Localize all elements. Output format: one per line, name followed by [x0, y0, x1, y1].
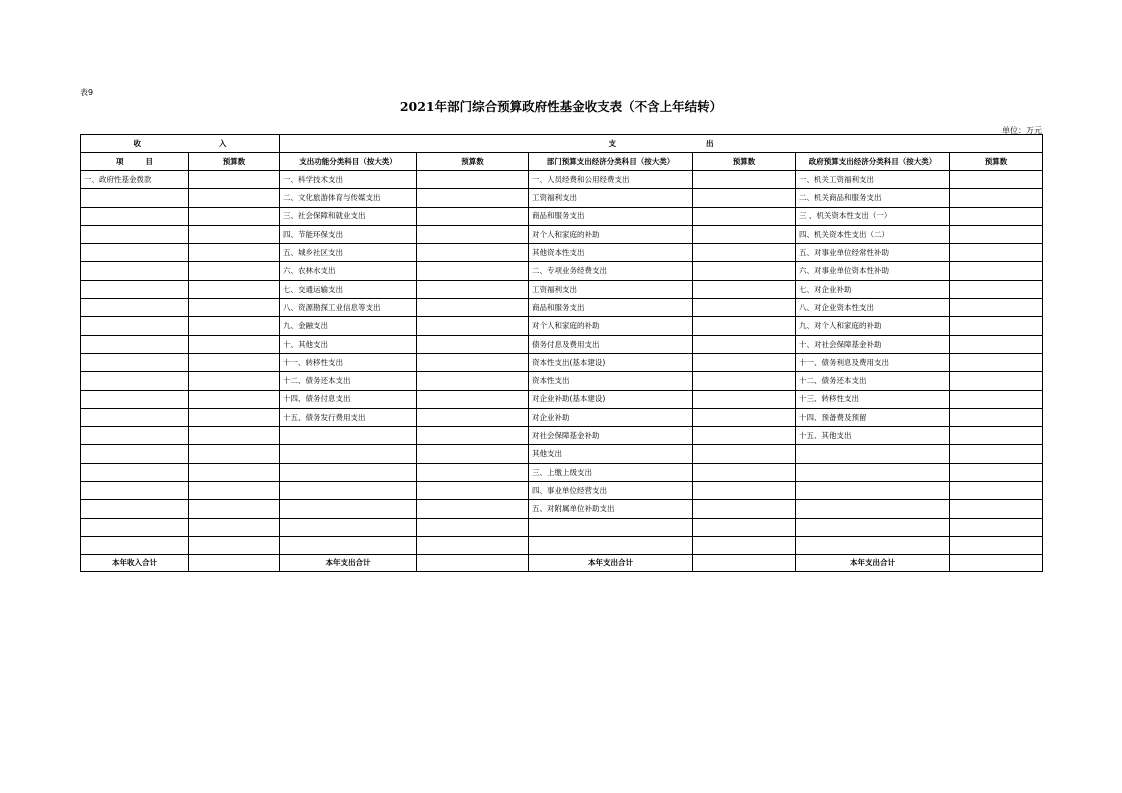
dept-item-cell: 其他资本性支出 — [529, 244, 693, 262]
dept-item-cell: 一、人员经费和公用经费支出 — [529, 171, 693, 189]
gov-item-cell — [796, 463, 950, 481]
gov-budget-cell — [950, 518, 1043, 536]
func-item-cell: 二、文化旅游体育与传媒支出 — [280, 189, 417, 207]
func-budget-cell — [417, 207, 529, 225]
func-budget-cell — [417, 463, 529, 481]
income-total-label: 本年收入合计 — [81, 555, 189, 572]
dept-item-cell: 债务付息及费用支出 — [529, 335, 693, 353]
dept-budget-header: 预算数 — [693, 153, 796, 171]
func-budget-cell — [417, 536, 529, 554]
income-item-cell — [81, 353, 189, 371]
income-budget-cell — [189, 317, 280, 335]
func-budget-cell — [417, 262, 529, 280]
income-item-cell — [81, 299, 189, 317]
income-item-cell — [81, 335, 189, 353]
func-item-cell — [280, 518, 417, 536]
func-item-cell: 三、社会保障和就业支出 — [280, 207, 417, 225]
gov-item-cell: 九、对个人和家庭的补助 — [796, 317, 950, 335]
gov-budget-cell — [950, 536, 1043, 554]
income-budget-cell — [189, 408, 280, 426]
gov-budget-cell — [950, 335, 1043, 353]
table-row — [81, 317, 1043, 335]
func-total-value — [417, 555, 529, 572]
unit-label: 单位：万元 — [1002, 126, 1042, 135]
income-budget-cell — [189, 445, 280, 463]
gov-budget-cell — [950, 427, 1043, 445]
dept-item-cell: 工资福利支出 — [529, 280, 693, 298]
dept-budget-cell — [693, 262, 796, 280]
table-row — [81, 207, 1043, 225]
func-item-cell — [280, 500, 417, 518]
income-budget-cell — [189, 299, 280, 317]
table-row — [81, 262, 1043, 280]
income-item-cell — [81, 482, 189, 500]
func-budget-cell — [417, 280, 529, 298]
totals-row — [81, 555, 1043, 572]
gov-item-cell: 七、对企业补助 — [796, 280, 950, 298]
gov-item-cell — [796, 536, 950, 554]
gov-item-cell — [796, 482, 950, 500]
income-item-cell — [81, 427, 189, 445]
table-number: 表9 — [80, 88, 94, 97]
gov-item-cell: 五、对事业单位经常性补助 — [796, 244, 950, 262]
table-row — [81, 189, 1043, 207]
table-row — [81, 335, 1043, 353]
income-item-cell — [81, 372, 189, 390]
func-item-cell: 五、城乡社区支出 — [280, 244, 417, 262]
gov-budget-cell — [950, 445, 1043, 463]
dept-item-cell — [529, 518, 693, 536]
func-budget-cell — [417, 518, 529, 536]
income-section-header: 收 入 — [81, 135, 280, 153]
func-budget-cell — [417, 353, 529, 371]
income-item-cell — [81, 189, 189, 207]
gov-total-label: 本年支出合计 — [796, 555, 950, 572]
income-item-cell — [81, 262, 189, 280]
func-budget-cell — [417, 482, 529, 500]
gov-item-cell: 三 、机关资本性支出（一） — [796, 207, 950, 225]
gov-budget-cell — [950, 372, 1043, 390]
expense-section-header: 支 出 — [280, 135, 1043, 153]
table-row — [81, 500, 1043, 518]
dept-item-cell: 五、对附属单位补助支出 — [529, 500, 693, 518]
income-item-cell — [81, 207, 189, 225]
dept-budget-cell — [693, 408, 796, 426]
table-row — [81, 244, 1043, 262]
gov-item-cell: 二、机关商品和服务支出 — [796, 189, 950, 207]
gov-item-cell: 十一、债务利息及费用支出 — [796, 353, 950, 371]
func-item-cell — [280, 445, 417, 463]
dept-budget-cell — [693, 280, 796, 298]
dept-budget-cell — [693, 244, 796, 262]
func-budget-cell — [417, 171, 529, 189]
gov-econ-header: 政府预算支出经济分类科目（按大类） — [796, 153, 950, 171]
func-budget-cell — [417, 500, 529, 518]
gov-item-cell: 十三、转移性支出 — [796, 390, 950, 408]
gov-item-cell — [796, 445, 950, 463]
func-item-cell: 十四、债务付息支出 — [280, 390, 417, 408]
func-item-cell: 十二、债务还本支出 — [280, 372, 417, 390]
section-header-row — [81, 135, 1043, 153]
dept-item-cell: 资本性支出(基本建设) — [529, 353, 693, 371]
budget-table — [80, 134, 1043, 572]
dept-budget-cell — [693, 500, 796, 518]
gov-item-cell — [796, 518, 950, 536]
func-budget-cell — [417, 408, 529, 426]
gov-budget-cell — [950, 189, 1043, 207]
dept-budget-cell — [693, 171, 796, 189]
gov-item-cell: 一、机关工资福利支出 — [796, 171, 950, 189]
func-item-cell: 四、节能环保支出 — [280, 225, 417, 243]
income-budget-cell — [189, 536, 280, 554]
func-budget-cell — [417, 372, 529, 390]
dept-item-cell: 对个人和家庭的补助 — [529, 317, 693, 335]
dept-budget-cell — [693, 463, 796, 481]
table-row — [81, 390, 1043, 408]
table-row — [81, 408, 1043, 426]
income-item-cell: 一、政府性基金拨款 — [81, 171, 189, 189]
dept-item-cell: 商品和服务支出 — [529, 207, 693, 225]
gov-budget-cell — [950, 280, 1043, 298]
income-budget-cell — [189, 427, 280, 445]
income-budget-cell — [189, 518, 280, 536]
func-item-cell: 七、交通运输支出 — [280, 280, 417, 298]
gov-item-cell: 十四、预备费及预留 — [796, 408, 950, 426]
income-budget-cell — [189, 244, 280, 262]
func-item-cell — [280, 482, 417, 500]
income-total-value — [189, 555, 280, 572]
table-row — [81, 463, 1043, 481]
income-budget-cell — [189, 280, 280, 298]
func-budget-cell — [417, 317, 529, 335]
gov-budget-cell — [950, 225, 1043, 243]
gov-item-cell: 四、机关资本性支出（二） — [796, 225, 950, 243]
income-budget-cell — [189, 225, 280, 243]
income-item-cell — [81, 500, 189, 518]
func-item-cell: 十一、转移性支出 — [280, 353, 417, 371]
dept-item-cell: 对企业补助(基本建设) — [529, 390, 693, 408]
gov-item-cell: 八、对企业资本性支出 — [796, 299, 950, 317]
dept-budget-cell — [693, 482, 796, 500]
income-budget-cell — [189, 262, 280, 280]
table-row — [81, 280, 1043, 298]
gov-item-cell: 十、对社会保障基金补助 — [796, 335, 950, 353]
func-budget-cell — [417, 390, 529, 408]
dept-econ-header: 部门预算支出经济分类科目（按大类） — [529, 153, 693, 171]
func-budget-cell — [417, 335, 529, 353]
income-item-cell — [81, 280, 189, 298]
gov-budget-header: 预算数 — [950, 153, 1043, 171]
gov-item-cell: 十五、其他支出 — [796, 427, 950, 445]
func-budget-cell — [417, 427, 529, 445]
table-row — [81, 445, 1043, 463]
income-budget-cell — [189, 463, 280, 481]
dept-budget-cell — [693, 372, 796, 390]
income-item-cell — [81, 317, 189, 335]
income-budget-cell — [189, 500, 280, 518]
dept-item-cell: 工资福利支出 — [529, 189, 693, 207]
gov-item-cell — [796, 500, 950, 518]
dept-budget-cell — [693, 353, 796, 371]
table-row — [81, 372, 1043, 390]
func-budget-cell — [417, 445, 529, 463]
income-item-cell — [81, 244, 189, 262]
dept-item-cell: 商品和服务支出 — [529, 299, 693, 317]
table-row — [81, 536, 1043, 554]
dept-budget-cell — [693, 445, 796, 463]
income-budget-cell — [189, 353, 280, 371]
func-class-header: 支出功能分类科目（按大类） — [280, 153, 417, 171]
gov-budget-cell — [950, 408, 1043, 426]
income-item-cell — [81, 536, 189, 554]
income-budget-cell — [189, 171, 280, 189]
gov-budget-cell — [950, 500, 1043, 518]
gov-budget-cell — [950, 482, 1043, 500]
func-item-cell — [280, 536, 417, 554]
func-item-cell — [280, 427, 417, 445]
income-budget-cell — [189, 335, 280, 353]
dept-total-value — [693, 555, 796, 572]
func-budget-cell — [417, 189, 529, 207]
dept-budget-cell — [693, 225, 796, 243]
dept-budget-cell — [693, 335, 796, 353]
column-header-row — [81, 153, 1043, 171]
table-row — [81, 299, 1043, 317]
dept-budget-cell — [693, 427, 796, 445]
dept-budget-cell — [693, 536, 796, 554]
table-row — [81, 171, 1043, 189]
func-budget-header: 预算数 — [417, 153, 529, 171]
gov-budget-cell — [950, 207, 1043, 225]
dept-budget-cell — [693, 317, 796, 335]
dept-item-cell: 三、上缴上级支出 — [529, 463, 693, 481]
income-item-cell — [81, 518, 189, 536]
func-budget-cell — [417, 299, 529, 317]
func-item-cell: 九、金融支出 — [280, 317, 417, 335]
dept-budget-cell — [693, 390, 796, 408]
func-total-label: 本年支出合计 — [280, 555, 417, 572]
gov-budget-cell — [950, 262, 1043, 280]
table-row — [81, 427, 1043, 445]
dept-item-cell: 二、专项业务经费支出 — [529, 262, 693, 280]
table-row — [81, 353, 1043, 371]
income-item-cell — [81, 408, 189, 426]
func-item-cell: 十五、债务发行费用支出 — [280, 408, 417, 426]
dept-item-cell: 对企业补助 — [529, 408, 693, 426]
gov-budget-cell — [950, 171, 1043, 189]
income-item-cell — [81, 390, 189, 408]
gov-budget-cell — [950, 390, 1043, 408]
document-title: 2021年部门综合预算政府性基金收支表（不含上年结转） — [399, 99, 723, 114]
income-budget-cell — [189, 207, 280, 225]
table-row — [81, 225, 1043, 243]
dept-item-cell: 其他支出 — [529, 445, 693, 463]
table-row — [81, 482, 1043, 500]
gov-item-cell: 十二、债务还本支出 — [796, 372, 950, 390]
income-budget-cell — [189, 189, 280, 207]
dept-budget-cell — [693, 518, 796, 536]
income-item-cell — [81, 445, 189, 463]
gov-budget-cell — [950, 299, 1043, 317]
func-item-cell: 六、农林水支出 — [280, 262, 417, 280]
func-budget-cell — [417, 225, 529, 243]
income-budget-header: 预算数 — [189, 153, 280, 171]
table-row — [81, 518, 1043, 536]
gov-item-cell: 六、对事业单位资本性补助 — [796, 262, 950, 280]
income-item-cell — [81, 463, 189, 481]
gov-budget-cell — [950, 244, 1043, 262]
func-item-cell: 八、资源勘探工业信息等支出 — [280, 299, 417, 317]
func-item-cell — [280, 463, 417, 481]
income-item-cell — [81, 225, 189, 243]
dept-total-label: 本年支出合计 — [529, 555, 693, 572]
dept-budget-cell — [693, 207, 796, 225]
dept-item-cell: 资本性支出 — [529, 372, 693, 390]
dept-budget-cell — [693, 189, 796, 207]
dept-item-cell: 四、事业单位经营支出 — [529, 482, 693, 500]
gov-total-value — [950, 555, 1043, 572]
income-budget-cell — [189, 372, 280, 390]
func-item-cell: 十、其他支出 — [280, 335, 417, 353]
gov-budget-cell — [950, 463, 1043, 481]
dept-item-cell: 对社会保障基金补助 — [529, 427, 693, 445]
gov-budget-cell — [950, 317, 1043, 335]
dept-budget-cell — [693, 299, 796, 317]
income-budget-cell — [189, 482, 280, 500]
func-item-cell: 一、科学技术支出 — [280, 171, 417, 189]
gov-budget-cell — [950, 353, 1043, 371]
income-budget-cell — [189, 390, 280, 408]
func-budget-cell — [417, 244, 529, 262]
item-header: 项 目 — [81, 153, 189, 171]
dept-item-cell: 对个人和家庭的补助 — [529, 225, 693, 243]
dept-item-cell — [529, 536, 693, 554]
